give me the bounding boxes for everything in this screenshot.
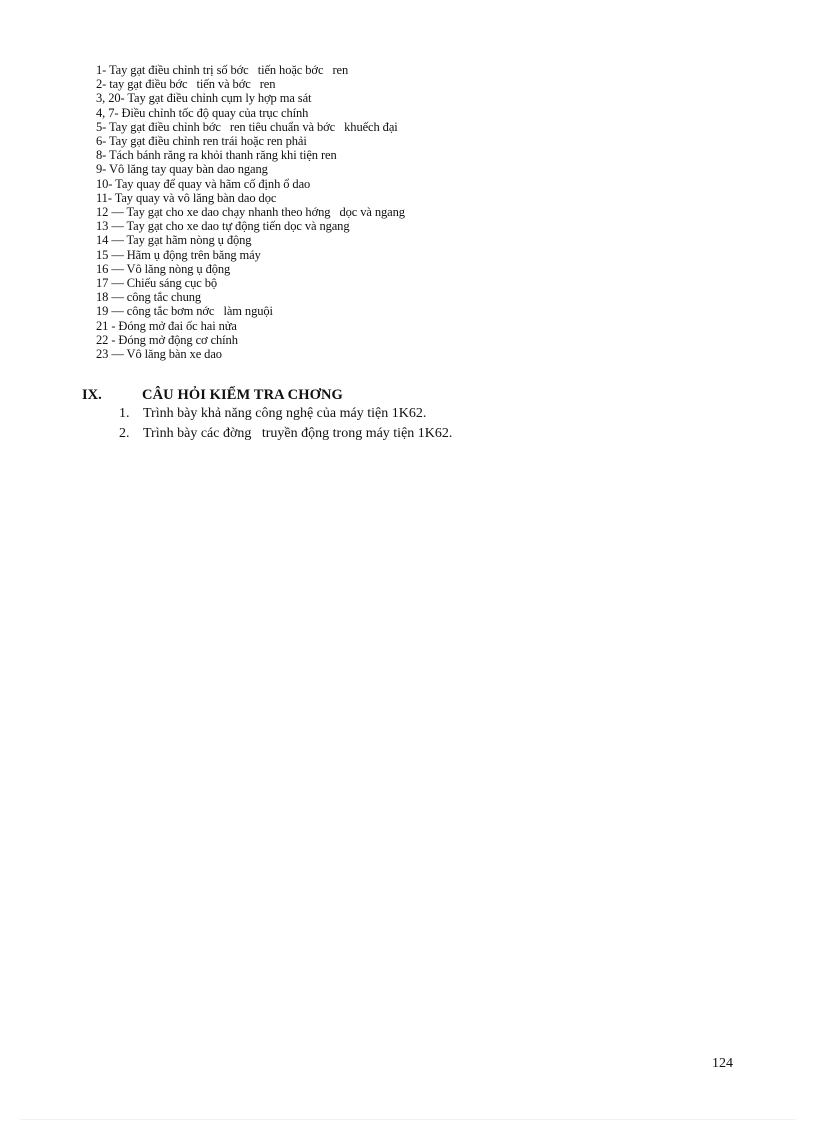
legend-item: 11- Tay quay và vô lăng bàn dao dọc (96, 190, 277, 205)
legend-item: 18 — công tắc chung (96, 290, 202, 305)
question-number: 2. (119, 426, 130, 441)
question-list (82, 404, 722, 444)
legend-item: 23 — Vô lăng bàn xe dao (96, 347, 222, 362)
page-number: 124 (712, 1056, 733, 1071)
question-number: 1. (119, 406, 130, 421)
legend-item: 2- tay gạt điều bớc tiến và bớc ren (96, 77, 276, 92)
legend-item: 10- Tay quay để quay và hãm cố định ổ dao (96, 176, 311, 191)
legend-item: 14 — Tay gạt hãm nòng ụ động (96, 233, 252, 248)
legend-item: 8- Tách bánh răng ra khỏi thanh răng khi tiện ren (96, 148, 337, 163)
legend-item: 16 — Vô lăng nòng ụ động (96, 261, 231, 276)
legend-item: 21 - Đóng mở đai ốc hai nửa (96, 318, 237, 333)
legend-list (96, 63, 405, 361)
section-heading (82, 386, 722, 404)
legend-item: 15 — Hãm ụ động trên băng máy (96, 247, 261, 262)
legend-item: 22 - Đóng mở động cơ chính (96, 332, 238, 347)
page-bottom-divider (20, 1119, 796, 1120)
legend-item: 5- Tay gạt điều chỉnh bớc ren tiêu chuẩn và bớc khuếch đại (96, 119, 398, 134)
question-item (119, 404, 722, 424)
legend-item: 17 — Chiếu sáng cục bộ (96, 276, 218, 291)
section-title: CÂU HỎI KIỂM TRA CHƠNG (142, 387, 343, 403)
legend-item: 19 — công tắc bơm nớc làm nguội (96, 304, 273, 319)
legend-item: 9- Vô lăng tay quay bàn dao ngang (96, 162, 268, 177)
legend-item: 1- Tay gạt điều chỉnh trị số bớc tiến hoặc bớc ren (96, 63, 349, 77)
legend-item: 4, 7- Điều chỉnh tốc độ quay của trục chính (96, 105, 309, 120)
review-questions-section (82, 386, 722, 444)
question-text: Trình bày khả năng công nghệ của máy tiện 1K62. (143, 406, 427, 421)
legend-item: 13 — Tay gạt cho xe dao tự động tiến dọc và ngang (96, 219, 350, 234)
legend-item: 3, 20- Tay gạt điều chỉnh cụm ly hợp ma sát (96, 91, 312, 106)
section-number: IX. (82, 387, 102, 403)
legend-item: 6- Tay gạt điều chỉnh ren trái hoặc ren phải (96, 134, 307, 149)
question-item (119, 424, 722, 444)
question-text: Trình bày các đờng truyền động trong máy tiện 1K62. (143, 426, 453, 441)
legend-item: 12 — Tay gạt cho xe dao chạy nhanh theo hớng dọc và ngang (96, 205, 405, 220)
